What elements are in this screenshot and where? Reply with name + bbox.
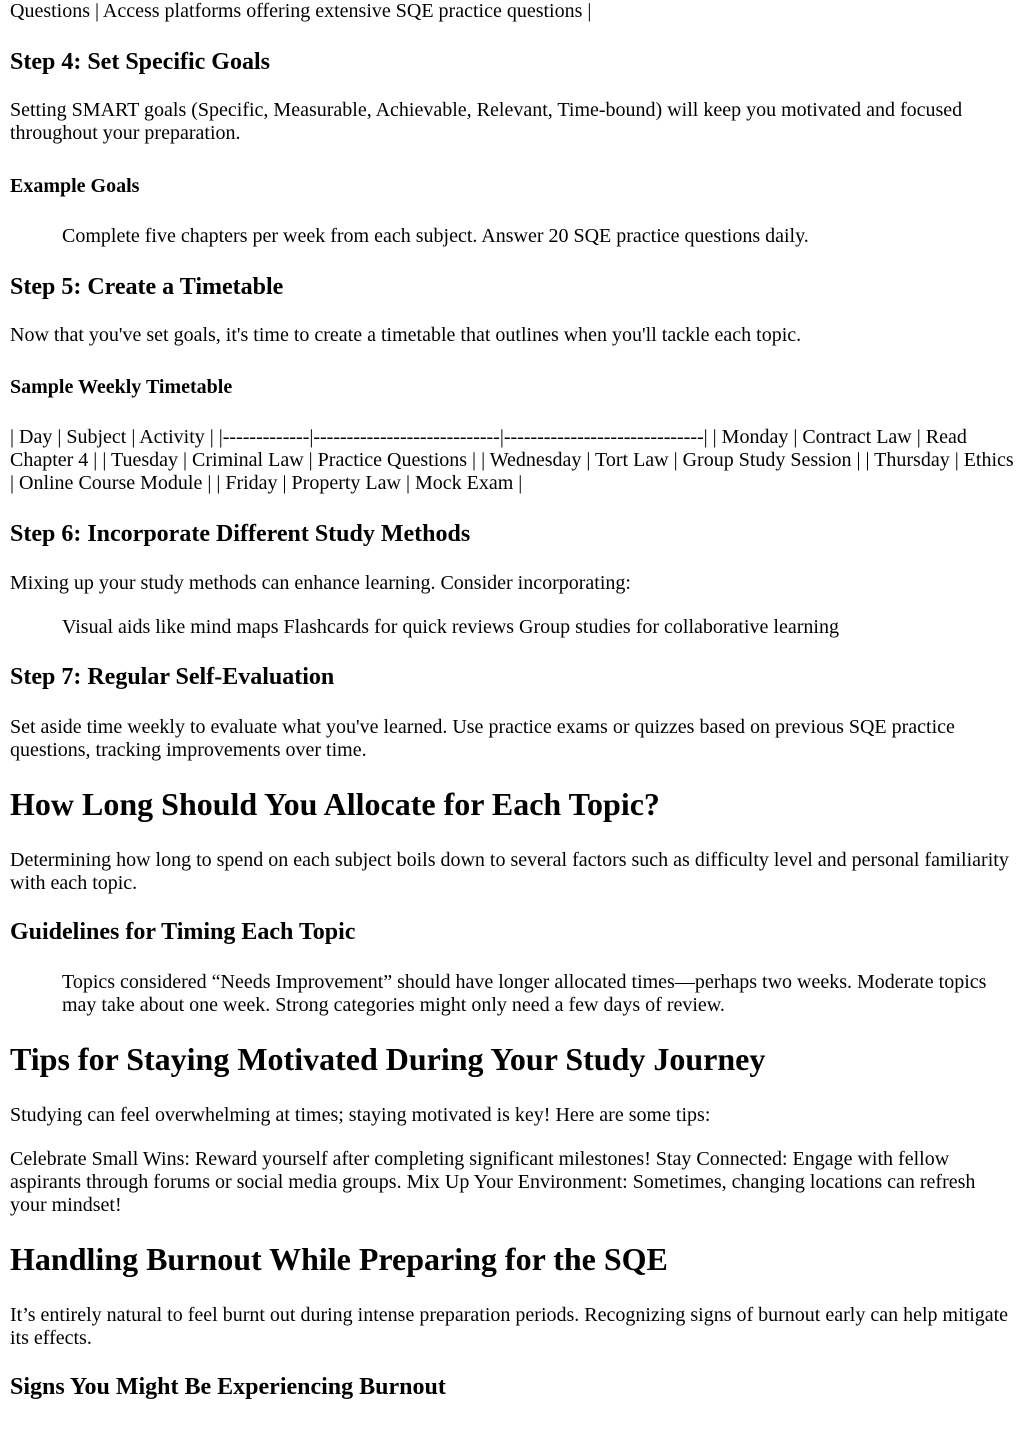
intro-fragment: Questions | Access platforms offering extensive SQE practice questions |	[10, 0, 592, 22]
study-methods-list: Visual aids like mind maps Flashcards for quick reviews Group studies for collaborative learning	[62, 616, 839, 638]
burnout-signs-heading: Signs You Might Be Experiencing Burnout	[10, 1374, 446, 1400]
example-goals-heading: Example Goals	[10, 175, 140, 197]
motivation-heading: Tips for Staying Motivated During Your Study Journey	[10, 1041, 766, 1077]
timetable-heading: Sample Weekly Timetable	[10, 376, 233, 398]
motivation-tips: Celebrate Small Wins: Reward yourself after completing significant milestones! Stay Connected: Engage with fellow aspirants through forums or social media groups. Mix Up Your Environment: Sometimes, changing locations can refresh your mindset!	[10, 1148, 976, 1216]
step4-paragraph: Setting SMART goals (Specific, Measurable, Achievable, Relevant, Time-bound) will keep you motivated and focused throughout your preparation.	[10, 99, 963, 144]
timetable-text: | Day | Subject | Activity | |-------------|----------------------------|------------------------------| | Monday | Contract Law | Read Chapter 4 | | Tuesday | Criminal Law | Practice Questions | | Wednesday | Tort Law | Group Study Session | | Thursday | Ethics | Online Course Module | | Friday | Property Law | Mock Exam |	[10, 426, 1014, 494]
step6-heading: Step 6: Incorporate Different Study Methods	[10, 521, 471, 547]
step6-paragraph: Mixing up your study methods can enhance learning. Consider incorporating:	[10, 572, 631, 594]
motivation-paragraph: Studying can feel overwhelming at times; staying motivated is key! Here are some tips:	[10, 1104, 711, 1126]
timing-guidelines-list: Topics considered “Needs Improvement” should have longer allocated times—perhaps two weeks. Moderate topics may take about one week. Strong categories might only need a few days of review.	[62, 971, 987, 1016]
step5-paragraph: Now that you've set goals, it's time to create a timetable that outlines when you'll tackle each topic.	[10, 324, 802, 346]
step5-heading: Step 5: Create a Timetable	[10, 274, 284, 300]
burnout-paragraph: It’s entirely natural to feel burnt out during intense preparation periods. Recognizing signs of burnout early can help mitigate its effects.	[10, 1304, 1009, 1349]
step7-heading: Step 7: Regular Self-Evaluation	[10, 664, 335, 690]
step4-heading: Step 4: Set Specific Goals	[10, 49, 270, 75]
allocate-heading: How Long Should You Allocate for Each Topic?	[10, 786, 660, 822]
step7-paragraph: Set aside time weekly to evaluate what you've learned. Use practice exams or quizzes based on previous SQE practice questions, tracking improvements over time.	[10, 716, 955, 761]
burnout-heading: Handling Burnout While Preparing for the SQE	[10, 1241, 668, 1277]
example-goals-list: Complete five chapters per week from each subject. Answer 20 SQE practice questions daily.	[62, 225, 809, 247]
timing-guidelines-heading: Guidelines for Timing Each Topic	[10, 919, 356, 945]
allocate-paragraph: Determining how long to spend on each subject boils down to several factors such as difficulty level and personal familiarity with each topic.	[10, 849, 1009, 894]
